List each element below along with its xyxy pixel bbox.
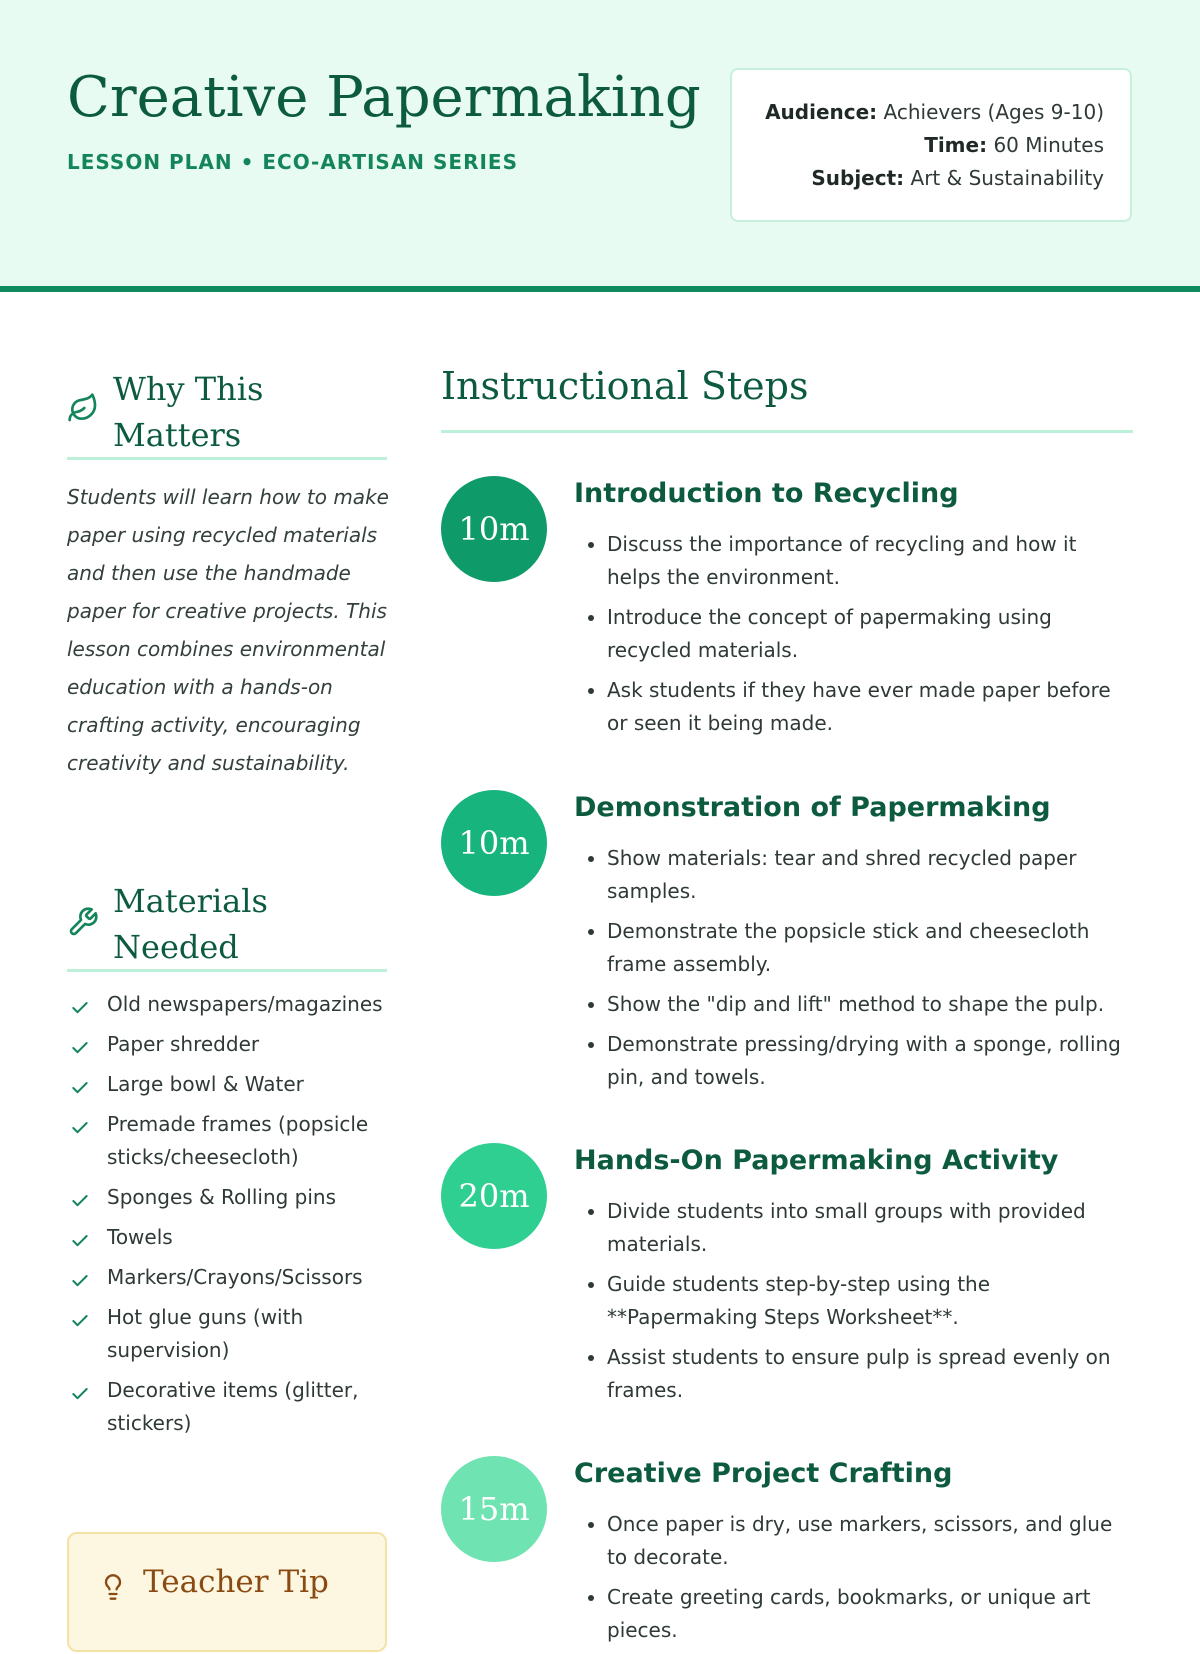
step-bullet: • Create greeting cards, bookmarks, or unique art pieces. (607, 1581, 1133, 1647)
step-bullet: • Show the "dip and lift" method to shape the pulp. (607, 988, 1133, 1021)
steps-divider (441, 430, 1133, 433)
material-item (67, 1108, 389, 1174)
check-icon (69, 995, 91, 1028)
why-section-heading (67, 366, 387, 460)
step-bullet: • Introduce the concept of papermaking using recycled materials. (607, 601, 1133, 667)
step-bullets (574, 1508, 1133, 1654)
material-item-label: Towels (107, 1225, 173, 1249)
material-item-label: Decorative items (glitter, stickers) (107, 1378, 359, 1435)
materials-title: Materials Needed (113, 882, 268, 966)
material-item-label: Markers/Crayons/Scissors (107, 1265, 363, 1289)
materials-list (67, 988, 389, 1447)
teacher-tip-title: Teacher Tip (143, 1564, 329, 1600)
step-bullet: • Divide students into small groups with provided materials. (607, 1195, 1133, 1261)
why-description: Students will learn how to make paper using recycled materials and then use the handmade paper for creative projects. This lesson combines environmental education with a hands-on crafting activity, encouraging creativity and sustainability. (67, 485, 389, 775)
check-icon (69, 1268, 91, 1301)
step-bullets (574, 842, 1133, 1101)
material-item-label: Old newspapers/magazines (107, 992, 383, 1016)
check-icon (69, 1075, 91, 1108)
lightbulb-icon (99, 1570, 127, 1608)
step-duration-badge: 10m (441, 790, 547, 896)
material-item (67, 1181, 389, 1214)
step-bullet: • Guide students step-by-step using the **Papermaking Steps Worksheet**. (607, 1268, 1133, 1334)
material-item (67, 1374, 389, 1440)
check-icon (69, 1115, 91, 1148)
teacher-tip-box (67, 1532, 387, 1652)
leaf-icon (67, 392, 99, 428)
check-icon (69, 1308, 91, 1341)
step-duration-badge: 15m (441, 1456, 547, 1562)
step-duration-badge: 20m (441, 1143, 547, 1249)
material-item-label: Premade frames (popsicle sticks/cheesecloth) (107, 1112, 369, 1169)
check-icon (69, 1188, 91, 1221)
material-item-label: Paper shredder (107, 1032, 260, 1056)
material-item (67, 1301, 389, 1367)
step-bullet: • Assist students to ensure pulp is spread evenly on frames. (607, 1341, 1133, 1407)
material-item (67, 1068, 389, 1101)
step-bullets (574, 1195, 1133, 1414)
why-title: Why This Matters (113, 370, 264, 454)
materials-section-heading (67, 878, 387, 972)
wrench-icon (67, 906, 99, 942)
step-bullet: • Demonstrate the popsicle stick and cheesecloth frame assembly. (607, 915, 1133, 981)
meta-time: Time: 60 Minutes (924, 133, 1104, 157)
step-duration-badge: 10m (441, 476, 547, 582)
material-item (67, 1028, 389, 1061)
material-item-label: Sponges & Rolling pins (107, 1185, 337, 1209)
step-title: Demonstration of Papermaking (574, 792, 1051, 823)
meta-subject: Subject: Art & Sustainability (811, 166, 1104, 190)
step-bullet: • Once paper is dry, use markers, scissors, and glue to decorate. (607, 1508, 1133, 1574)
material-item (67, 1221, 389, 1254)
step-title: Introduction to Recycling (574, 478, 959, 509)
step-bullets (574, 528, 1133, 747)
page-subtitle: LESSON PLAN • ECO-ARTISAN SERIES (67, 150, 518, 174)
lesson-meta-card (730, 68, 1132, 222)
step-bullet: • Demonstrate pressing/drying with a sponge, rolling pin, and towels. (607, 1028, 1133, 1094)
material-item (67, 988, 389, 1021)
meta-audience: Audience: Achievers (Ages 9-10) (765, 100, 1104, 124)
step-bullet: • Ask students if they have ever made paper before or seen it being made. (607, 674, 1133, 740)
material-item (67, 1261, 389, 1294)
steps-title: Instructional Steps (441, 364, 809, 408)
step-title: Hands-On Papermaking Activity (574, 1145, 1059, 1176)
step-title: Creative Project Crafting (574, 1458, 953, 1489)
step-bullet: • Discuss the importance of recycling and how it helps the environment. (607, 528, 1133, 594)
check-icon (69, 1381, 91, 1414)
material-item-label: Large bowl & Water (107, 1072, 304, 1096)
page-title: Creative Papermaking (67, 65, 701, 130)
step-bullet: • Show materials: tear and shred recycled paper samples. (607, 842, 1133, 908)
check-icon (69, 1228, 91, 1261)
material-item-label: Hot glue guns (with supervision) (107, 1305, 304, 1362)
check-icon (69, 1035, 91, 1068)
lesson-header (0, 0, 1200, 292)
